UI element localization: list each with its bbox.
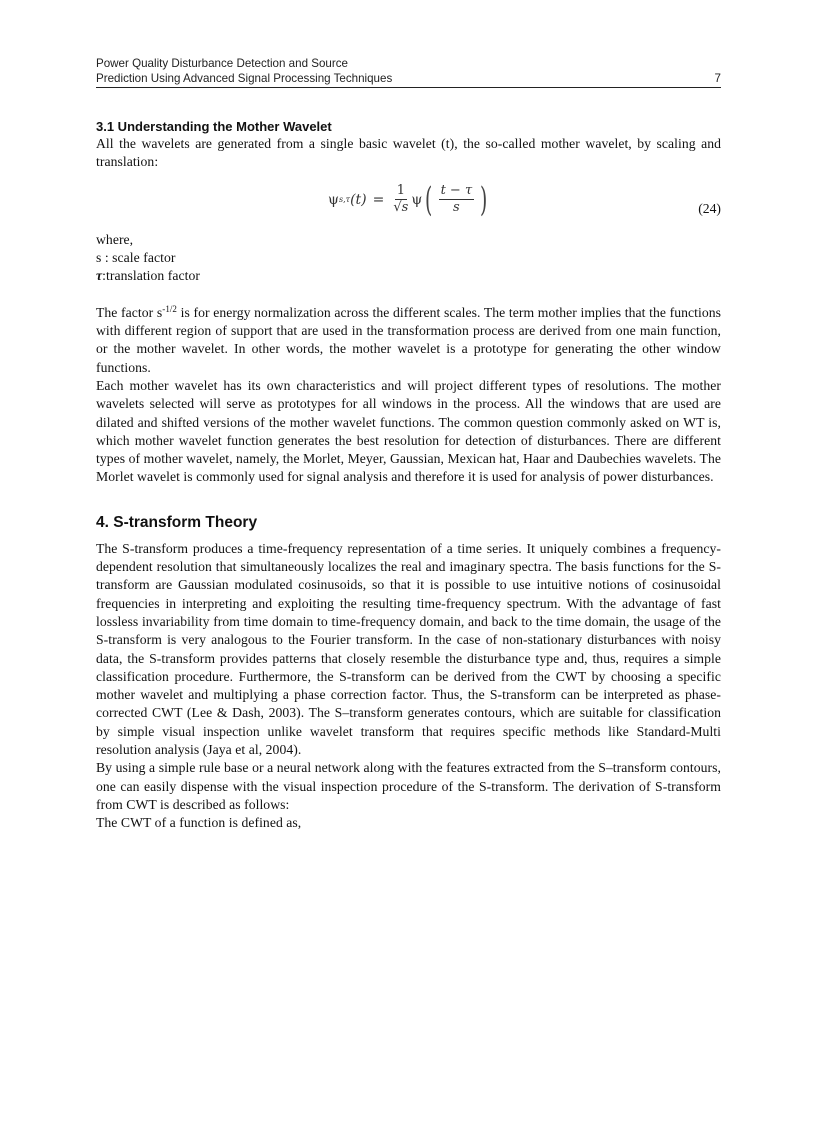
eq-psi-lhs: ψ xyxy=(328,191,339,208)
eq-lhs-subscript: s,τ xyxy=(338,195,351,205)
def-translation-factor xyxy=(96,267,721,285)
definitions-list xyxy=(96,231,721,286)
para1-start: The factor s xyxy=(96,304,163,320)
section-3-1-heading: 3.1 Understanding the Mother Wavelet xyxy=(96,119,332,134)
section-4-paragraph-1: The S-transform produces a time-frequency representation of a time series. It uniquely combines a frequency-dependent resolution that simultaneously localizes the real and imaginary spectra. The basis functions for the S-transform are Gaussian modulated cosinusoids, so that it is possible to use intuitive notions of cosinusoidal frequencies in interpreting and exploiting the resulting time-frequency spectrum. With the advantage of fast lossless invariability from time domain to time-frequency domain, and back to the time domain, the usage of the S-transform is very analogous to the Fourier transform. In the case of non-stationary disturbances with noisy data, the S-transform provides patterns that closely resemble the disturbance type and, thus, requires a simple classification procedure. Furthermore, the S-transform can be derived from the CWT by choosing a specific mother wavelet and multiplying a phase correction factor. Thus, the S-transform can be interpreted as phase-corrected CWT (Lee & Dash, 2003). The S–transform generates contours, which are suitable for classification by simple visual inspection unlike wavelet transform that requires specific methods like Standard-Multi resolution analysis (Jaya et al, 2004). xyxy=(96,540,721,758)
eq-left-paren: ( xyxy=(425,179,433,220)
header-title-line2: Prediction Using Advanced Signal Processing Techniques xyxy=(96,72,393,85)
equation-number: (24) xyxy=(698,200,721,216)
running-header xyxy=(96,56,721,86)
equation-24 xyxy=(328,177,490,223)
tau-symbol: τ xyxy=(96,268,103,284)
spacer xyxy=(96,285,721,303)
section-3-1-paragraph-1 xyxy=(96,304,721,377)
section-3-1-paragraph-2: Each mother wavelet has its own characteristics and will project different types of resolutions. The mother wavelets selected will serve as prototypes for all windows in the process. All the windows that are used are dilated and shifted versions of the mother wavelet functions. The common question commonly asked on WT is, which mother wavelet function generates the best resolution for detection of disturbances. There are different types of mother wavelet, namely, the Morlet, Meyer, Gaussian, Mexican hat, Haar and Daubechies wavelets. The Morlet wavelet is commonly used for signal analysis and therefore it is used for analysis of power disturbances. xyxy=(96,377,721,485)
header-title-line1: Power Quality Disturbance Detection and Source xyxy=(96,57,348,70)
eq-frac2-num: t − τ xyxy=(440,183,473,199)
eq-lhs-arg: (t) xyxy=(350,191,367,208)
header-line2 xyxy=(96,71,721,86)
section-4-paragraph-2: By using a simple rule base or a neural network along with the features extracted from the S–transform contours, one can easily dispense with the visual inspection procedure of the S-transform. The derivation of S-transform from CWT is described as follows: xyxy=(96,760,721,812)
eq-fraction-argument xyxy=(439,183,475,216)
section-4-heading: 4. S-transform Theory xyxy=(96,513,258,531)
eq-frac2-den: s xyxy=(453,200,460,216)
eq-frac1-den: √s xyxy=(393,200,409,216)
page-number: 7 xyxy=(714,72,721,85)
para1-rest: is for energy normalization across the different scales. The term mother implies that the functions with different region of support that are used in the transformation process are derived from one main function, or the mother wavelet. In other words, the mother wavelet is a prototype for generating the other window functions. xyxy=(96,304,721,375)
eq-right-paren: ) xyxy=(480,179,488,220)
where-label: where, xyxy=(96,231,134,247)
eq-equals: = xyxy=(372,191,385,208)
def-tau-text: :translation factor xyxy=(102,268,201,284)
header-rule xyxy=(96,87,721,88)
def-scale-factor: s : scale factor xyxy=(96,249,176,265)
page-content xyxy=(96,118,721,833)
eq-fraction-normalization xyxy=(393,183,408,216)
section-4-paragraph-3: The CWT of a function is defined as, xyxy=(96,815,302,831)
eq-psi-rhs: ψ xyxy=(411,191,423,208)
equation-24-block xyxy=(96,177,721,231)
eq-frac1-num: 1 xyxy=(396,183,405,199)
para1-superscript: -1/2 xyxy=(162,303,177,314)
section-3-1-intro: All the wavelets are generated from a single basic wavelet (t), the so-called mother wavelet, by scaling and translation: xyxy=(96,136,721,170)
